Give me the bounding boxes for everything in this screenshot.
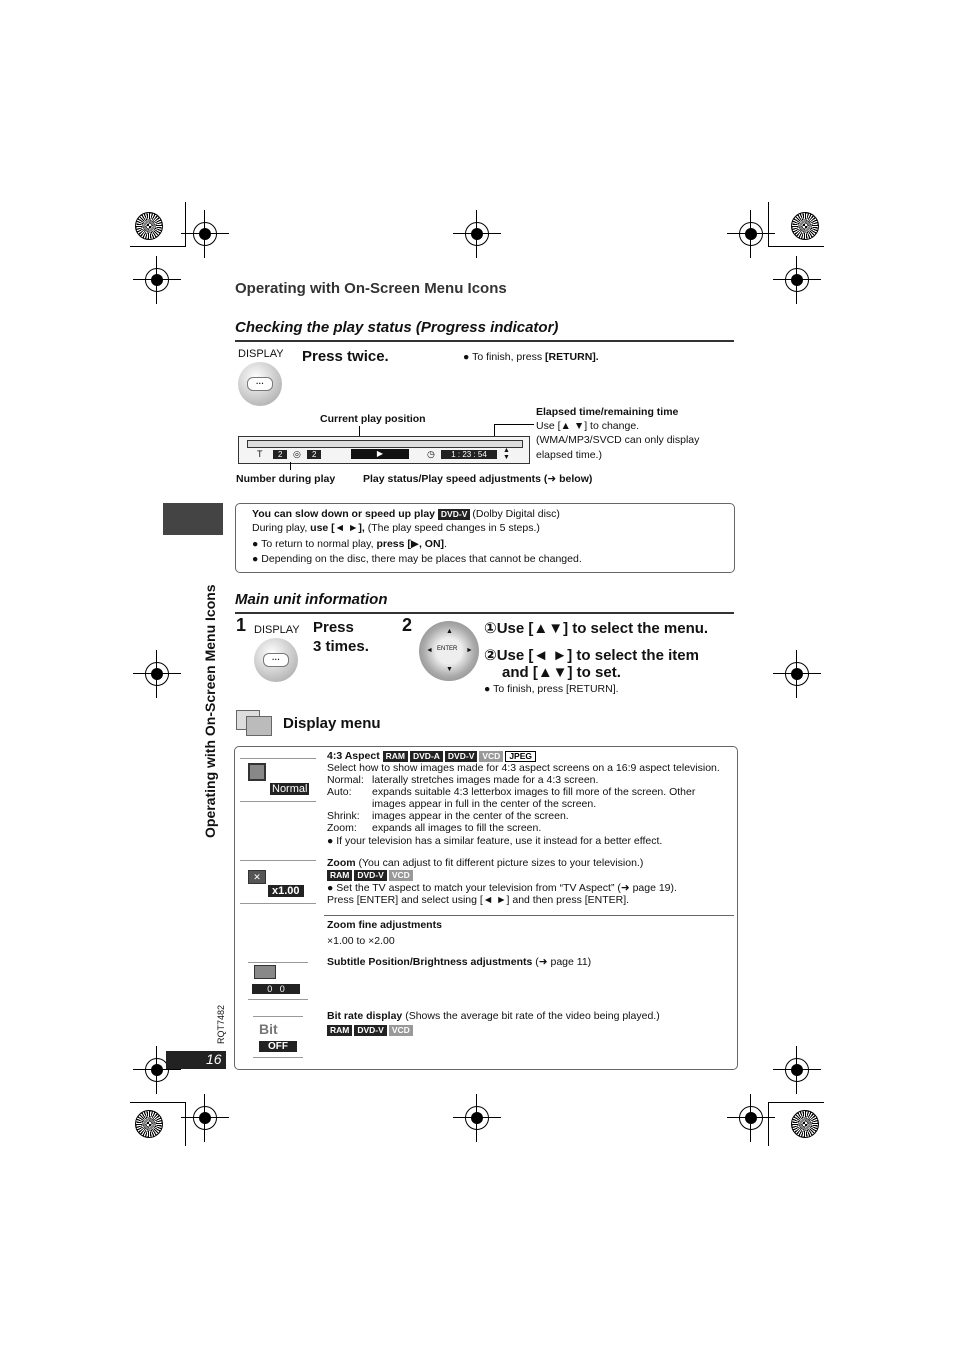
registration-mark	[791, 212, 819, 240]
aspect-option-value: expands all images to fill the screen.	[372, 822, 542, 834]
zoom-line: Press [ENTER] and select using [◄ ►] and then press [ENTER].	[327, 894, 630, 906]
registration-mark	[791, 1110, 819, 1138]
title-number: 2	[273, 450, 287, 459]
page-number: 16	[206, 1051, 222, 1067]
divider	[324, 915, 734, 916]
note-line: You can slow down or speed up play DVD-V (Dolby Digital disc)	[252, 508, 560, 520]
clock-icon: ◷	[427, 449, 435, 459]
bitrate-tags: RAM DVD-V VCD	[327, 1024, 415, 1036]
crop-line	[185, 1102, 186, 1146]
page-title: Operating with On-Screen Menu Icons	[235, 280, 507, 297]
section-heading: Checking the play status (Progress indicator)	[235, 319, 559, 336]
zoom-tags: RAM DVD-V VCD	[327, 869, 415, 881]
right-arrow-icon[interactable]: ►	[466, 647, 473, 654]
aspect-icon: Normal	[240, 758, 316, 802]
crosshair-mark	[145, 268, 169, 292]
section-rule	[235, 612, 734, 614]
finish-note: ● To finish, press [RETURN].	[484, 683, 619, 695]
navigation-pad[interactable]	[419, 621, 479, 681]
aspect-desc: Select how to show images made for 4:3 aspect screens on a 16:9 aspect television.	[327, 762, 720, 774]
aspect-option-value: images appear in the center of the screen.	[372, 810, 569, 822]
registration-mark	[135, 1110, 163, 1138]
left-arrow-icon[interactable]: ◄	[426, 647, 433, 654]
aspect-note: ● If your television has a similar feature, use it instead for a better effect.	[327, 835, 663, 847]
title-icon: T	[257, 449, 263, 459]
section-rule	[235, 340, 734, 342]
note-line: During play, use [◄ ►], (The play speed changes in 5 steps.)	[252, 522, 540, 534]
step-number: 2	[402, 615, 413, 635]
press-text: 3 times.	[313, 638, 369, 655]
press-text: Press	[313, 619, 354, 636]
chapter-icon: ◎	[293, 449, 301, 459]
crosshair-mark	[193, 222, 217, 246]
crop-line	[130, 246, 186, 247]
instruction-step: ②Use [◄ ►] to select the item	[484, 647, 699, 664]
crosshair-mark	[465, 1106, 489, 1130]
play-status-label: Play status/Play speed adjustments (➜ below)	[363, 473, 593, 485]
fine-title: Zoom fine adjustments	[327, 919, 442, 931]
aspect-option-key: Zoom:	[327, 822, 357, 834]
note-line: ● Depending on the disc, there may be places that cannot be changed.	[252, 553, 582, 565]
side-tab	[163, 503, 223, 535]
zoom-title: Zoom (You can adjust to fit different picture sizes to your television.)	[327, 857, 644, 869]
number-label: Number during play	[236, 473, 336, 485]
display-menu-title: Display menu	[283, 715, 381, 732]
bitrate-icon: Bit OFF	[253, 1016, 303, 1058]
enter-button[interactable]: ENTER	[437, 646, 458, 652]
step-number: 1	[236, 615, 247, 635]
updown-icon: ▲ ▼	[503, 447, 510, 461]
crosshair-mark	[465, 222, 489, 246]
subtitle-title: Subtitle Position/Brightness adjustments (➜ page 11)	[327, 956, 592, 968]
chapter-number: 2	[307, 450, 321, 459]
aspect-option-value: expands suitable 4:3 letterbox images to fill more of the screen. Other	[372, 786, 696, 798]
time-display: 1 : 23 : 54	[441, 450, 497, 459]
instruction-step: and [▲▼] to set.	[502, 664, 621, 681]
down-arrow-icon[interactable]: ▼	[446, 666, 453, 673]
elapsed-title: Elapsed time/remaining time	[536, 406, 679, 418]
bitrate-title: Bit rate display (Shows the average bit rate of the video being played.)	[327, 1010, 660, 1022]
up-arrow-icon[interactable]: ▲	[446, 628, 453, 635]
aspect-option-key: Auto:	[327, 786, 352, 798]
finish-note: ● To finish, press [RETURN].	[463, 351, 599, 363]
display-label: DISPLAY	[254, 624, 300, 636]
crosshair-mark	[145, 662, 169, 686]
display-button[interactable]: ···	[238, 362, 282, 406]
display-button[interactable]: ···	[254, 638, 298, 682]
crosshair-mark	[193, 1106, 217, 1130]
crosshair-mark	[785, 1058, 809, 1082]
current-position-label: Current play position	[320, 413, 426, 425]
aspect-option-key: Normal:	[327, 774, 364, 786]
model-number: RQT7482	[216, 1004, 226, 1044]
aspect-option-value: images appear in full in the center of the screen.	[372, 798, 597, 810]
callout-line	[290, 462, 291, 470]
play-status: ▶	[351, 449, 409, 459]
section-heading: Main unit information	[235, 591, 388, 608]
fine-range: ×1.00 to ×2.00	[327, 935, 395, 947]
crop-line	[768, 246, 824, 247]
aspect-title: 4:3 Aspect RAM DVD-A DVD-V VCD JPEG	[327, 750, 538, 762]
crosshair-mark	[785, 662, 809, 686]
zoom-line: ● Set the TV aspect to match your television from “TV Aspect” (➜ page 19).	[327, 882, 677, 894]
crop-line	[768, 202, 769, 246]
crop-line	[130, 1102, 186, 1103]
side-tab-label: Operating with On-Screen Menu Icons	[202, 584, 218, 838]
display-label: DISPLAY	[238, 348, 284, 360]
zoom-icon: ✕ x1.00	[240, 860, 316, 904]
crop-line	[185, 202, 186, 246]
progress-indicator	[238, 436, 530, 464]
crop-line	[768, 1102, 769, 1146]
display-menu-icon	[236, 710, 276, 736]
crosshair-mark	[739, 1106, 763, 1130]
crop-line	[768, 1102, 824, 1103]
aspect-option-key: Shrink:	[327, 810, 360, 822]
crosshair-mark	[739, 222, 763, 246]
progress-bar	[247, 440, 523, 448]
press-instruction: Press twice.	[302, 348, 389, 365]
instruction-step: ①Use [▲▼] to select the menu.	[484, 620, 709, 637]
registration-mark	[135, 212, 163, 240]
elapsed-line: elapsed time.)	[536, 449, 602, 461]
subtitle-icon: 0 0	[248, 962, 308, 1000]
aspect-option-value: laterally stretches images made for a 4:3 screen.	[372, 774, 599, 786]
elapsed-line: (WMA/MP3/SVCD can only display	[536, 434, 700, 446]
crosshair-mark	[785, 268, 809, 292]
callout-line	[494, 424, 534, 425]
elapsed-line: Use [▲ ▼] to change.	[536, 420, 640, 432]
note-line: ● To return to normal play, press [▶, ON].	[252, 538, 447, 550]
